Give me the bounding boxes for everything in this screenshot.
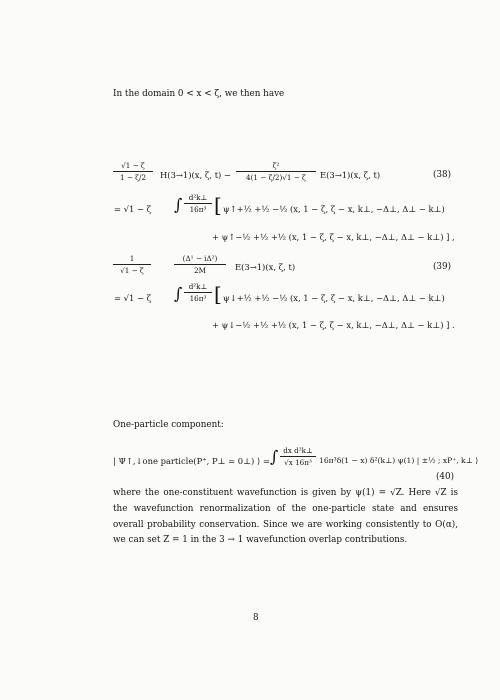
eq40-number: (40)	[436, 472, 455, 482]
eq39-measure-fraction	[184, 282, 212, 303]
eq39-mid-numerator: (Δ¹ − iΔ²)	[182, 254, 218, 263]
eq39-line3-body: + ψ↓−½ +½ +½ (x, 1 − ζ, ζ − x, k⊥, −Δ⊥, Δ⊥ − k⊥) ] .	[212, 320, 455, 330]
eq39-measure-numerator: d²k⊥	[188, 282, 208, 291]
eq39-measure-denominator: 16π³	[189, 294, 207, 303]
eq39-number: (39)	[433, 262, 452, 272]
eq39-open-bracket: [	[214, 282, 222, 306]
eq38-mid-denominator: 4(1 − ζ/2)√1 − ζ	[246, 173, 306, 182]
eq39-line2-prefix: = √1 − ζ	[114, 293, 152, 303]
eq39-e-term: E(3→1)(x, ζ, t)	[235, 262, 296, 272]
eq40-measure-numerator: dx d²k⊥	[283, 446, 313, 455]
eq38-h-term: H(3→1)(x, ζ, t) −	[160, 170, 232, 180]
eq39-left-numerator: 1	[129, 254, 135, 263]
section-label: One-particle component:	[113, 420, 224, 430]
eq39-left-fraction	[113, 254, 151, 275]
eq38-measure-fraction	[184, 193, 212, 214]
eq39-line2-body: ψ↓+½ +½ −½ (x, 1 − ζ, ζ − x, k⊥, −Δ⊥, Δ⊥ − k⊥)	[223, 293, 445, 303]
eq38-left-fraction	[113, 161, 153, 182]
eq39-integral-sign: ∫	[174, 284, 183, 303]
eq40-body: 16π³δ(1 − x) δ²(k⊥) ψ(1) | ±½ ; xP⁺, k⊥ ⟩	[319, 456, 479, 465]
body-paragraph: where the one-constituent wavefunction is given by ψ(1) = √Z. Here √Z is the wavefunction renormalization of the one-particle state and ensures overall probability conservation. Since we are working consistently to O(α), we can set Z = 1 in the 3 → 1 wavefunction overlap contributions.	[113, 488, 458, 546]
eq38-line3-body: + ψ↑−½ +½ +½ (x, 1 − ζ, ζ − x, k⊥, −Δ⊥, Δ⊥ − k⊥) ] ,	[212, 232, 455, 242]
eq38-mid-fraction	[236, 161, 316, 182]
eq39-mid-fraction	[174, 254, 226, 275]
eq38-measure-numerator: d²k⊥	[188, 193, 208, 202]
eq39-left-denominator: √1 − ζ	[120, 266, 144, 275]
eq40-integral-sign: ∫	[270, 447, 279, 466]
eq38-integral-sign: ∫	[174, 195, 183, 214]
eq38-line2-body: ψ↑+½ +½ −½ (x, 1 − ζ, ζ − x, k⊥, −Δ⊥, Δ⊥ − k⊥)	[223, 204, 445, 214]
eq38-mid-numerator: ζ²	[272, 161, 280, 170]
eq38-open-bracket: [	[214, 193, 222, 217]
page-number: 8	[253, 613, 259, 623]
eq38-number: (38)	[433, 170, 452, 180]
eq40-lhs: | Ψ↑,↓one particle(P⁺, P⊥ = 0⊥) ⟩ =	[113, 456, 270, 466]
eq38-measure-denominator: 16π³	[189, 205, 207, 214]
eq38-e-term: E(3→1)(x, ζ, t)	[320, 170, 381, 180]
intro-text: In the domain 0 < x < ζ, we then have	[113, 89, 285, 99]
eq40-measure-fraction	[280, 446, 316, 467]
eq39-mid-denominator: 2M	[194, 266, 206, 275]
eq38-left-numerator: √1 − ζ	[121, 161, 145, 170]
eq38-line2-prefix: = √1 − ζ	[114, 204, 152, 214]
eq40-measure-denominator: √x 16π³	[284, 458, 312, 467]
eq38-left-denominator: 1 − ζ/2	[119, 173, 147, 182]
